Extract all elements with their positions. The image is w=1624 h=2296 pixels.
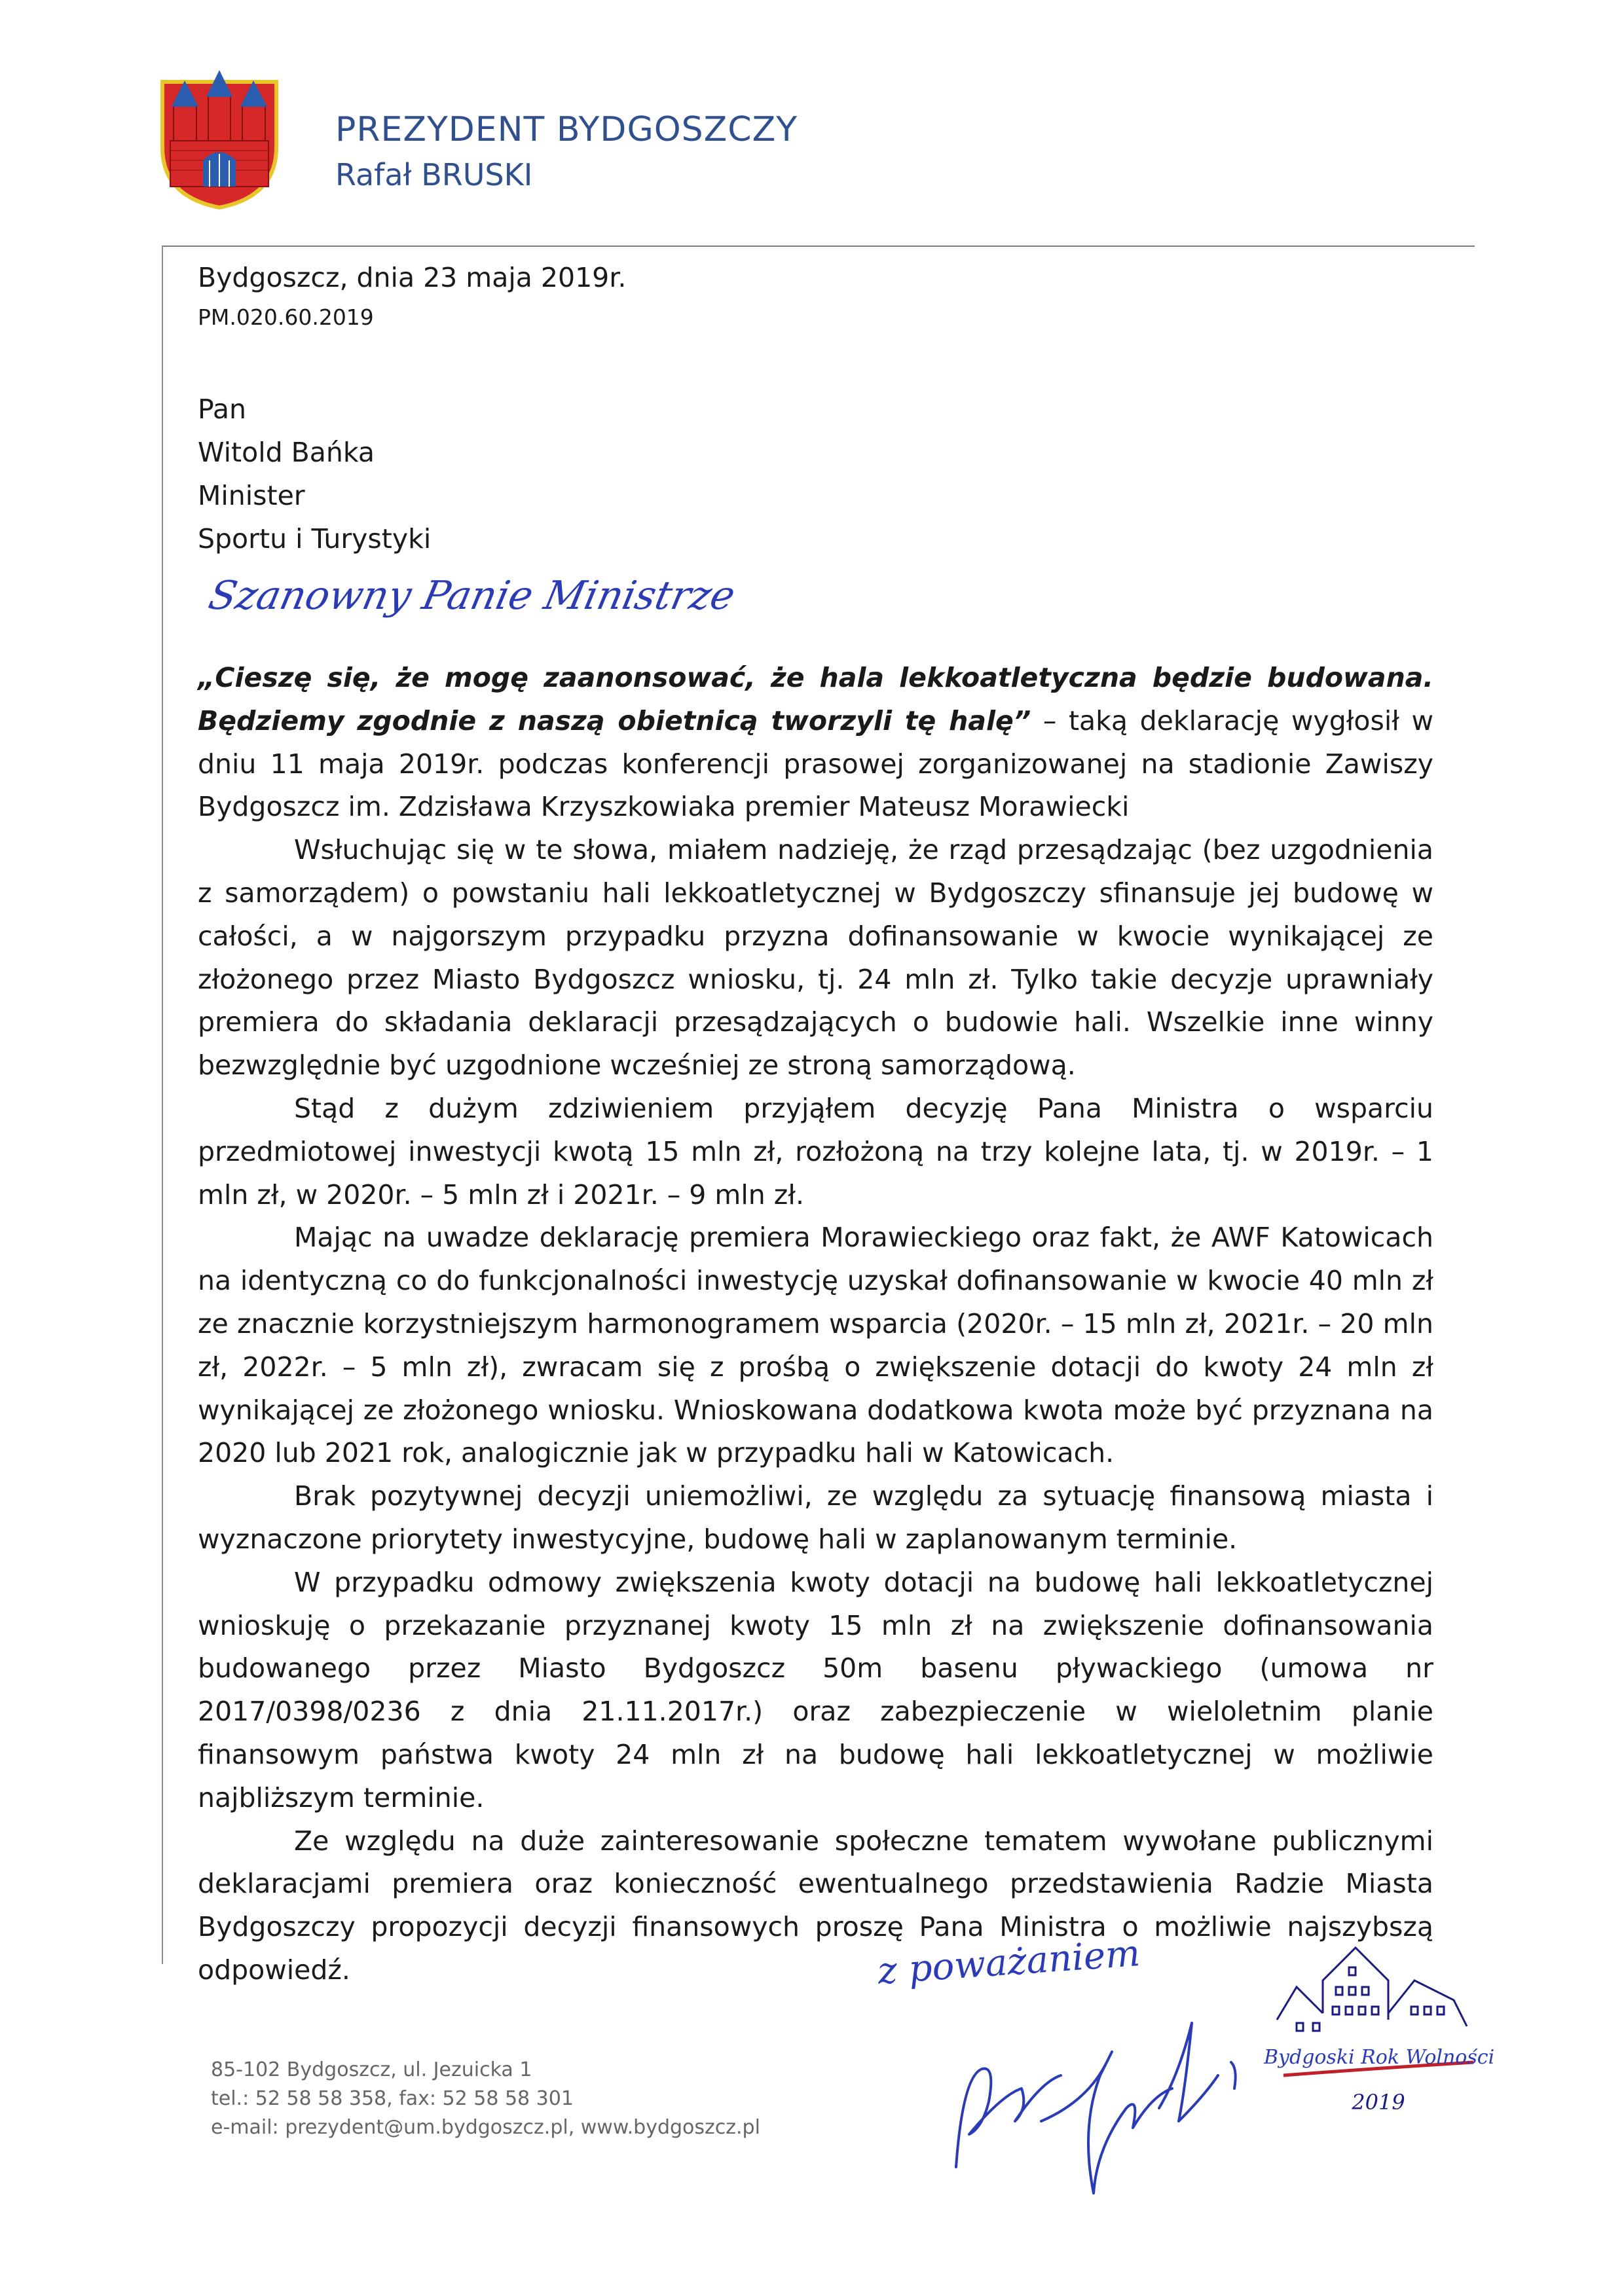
addressee-line: Minister bbox=[198, 480, 305, 511]
logo-caption: Bydgoski Rok Wolności bbox=[1264, 2046, 1495, 2069]
handwritten-greeting: Szanowny Panie Ministrze bbox=[204, 573, 739, 619]
footer-address: 85-102 Bydgoszcz, ul. Jezuicka 1 bbox=[211, 2058, 532, 2081]
footer-phone: tel.: 52 58 58 358, fax: 52 58 58 301 bbox=[211, 2087, 574, 2110]
signature bbox=[943, 1997, 1283, 2206]
margin-line bbox=[162, 246, 163, 1964]
logo-year: 2019 bbox=[1352, 2090, 1405, 2115]
addressee-line: Pan bbox=[198, 393, 246, 425]
header-divider bbox=[162, 246, 1475, 247]
body-paragraph: Stąd z dużym zdziwieniem przyjąłem decyzję Pana Ministra o wsparciu przedmiotowej inwestycji kwotą 15 mln zł, rozłożoną na trzy kolejne lata, tj. w 2019r. – 1 mln zł, w 2020r. – 5 mln zł i 2021r. – 9 mln zł. bbox=[198, 1092, 1433, 1211]
body-paragraph: Ze względu na duże zainteresowanie społeczne tematem wywołane publicznymi deklaracjami premiera oraz konieczność ewentualnego przedstawienia Radzie Miasta Bydgoszczy propozycji decyzji finansowych proszę Pana Ministra o możliwie najszybszą odpowiedź. bbox=[198, 1825, 1433, 1986]
header-name: Rafał BRUSKI bbox=[335, 157, 533, 192]
body-paragraph: W przypadku odmowy zwiększenia kwoty dotacji na budowę hali lekkoatletycznej wnioskuję o przekazanie przyznanej kwoty 15 mln zł na zwiększenie dofinansowania budowanego przez Miasto Bydgoszcz 50m basenu pływackiego (umowa nr 2017/0398/0236 z dnia 21.11.2017r.) oraz zabezpieczenie w wieloletnim planie finansowym państwa kwoty 24 mln zł na budowę hali lekkoatletycznej w możliwie najbliższym terminie. bbox=[198, 1566, 1433, 1813]
header-title: PREZYDENT BYDGOSZCZY bbox=[335, 110, 798, 149]
addressee-line: Sportu i Turystyki bbox=[198, 523, 432, 555]
body-paragraph: Mając na uwadze deklarację premiera Morawieckiego oraz fakt, że AWF Katowicach na identyczną co do funkcjonalności inwestycję uzyskał dofinansowanie w kwocie 40 mln zł ze znacznie korzystniejszym harmonogramem wsparcia (2020r. – 15 mln zł, 2021r. – 20 mln zł, 2022r. – 5 mln zł), zwracam się z prośbą o zwiększenie dotacji do kwoty 24 mln zł wynikającej ze złożonego wniosku. Wnioskowana dodatkowa kwota może być przyznana na 2020 lub 2021 rok, analogicznie jak w przypadku hali w Katowicach. bbox=[198, 1222, 1433, 1469]
letter-reference: PM.020.60.2019 bbox=[198, 304, 374, 330]
addressee-block bbox=[198, 388, 431, 560]
letter-body bbox=[198, 657, 1433, 1992]
quote-text: „Cieszę się, że mogę zaanonsować, że hala lekkoatletyczna będzie budowana. Będziemy zgodnie z naszą obietnicą tworzyli tę halę” bbox=[198, 662, 1433, 737]
footer-contact: e-mail: prezydent@um.bydgoszcz.pl, www.bydgoszcz.pl bbox=[211, 2116, 760, 2139]
handwritten-closing: z poważaniem bbox=[876, 1932, 1142, 1993]
quote-followup: – taką deklarację wygłosił w dniu 11 maja 2019r. podczas konferencji prasowej zorganizowanej na stadionie Zawiszy Bydgoszcz im. Zdzisława Krzyszkowiaka premier Mateusz Morawiecki bbox=[198, 704, 1434, 823]
addressee-line: Witold Bańka bbox=[198, 437, 375, 468]
letter-date: Bydgoszcz, dnia 23 maja 2019r. bbox=[198, 262, 627, 293]
coat-of-arms-logo bbox=[157, 69, 282, 210]
body-paragraph bbox=[198, 657, 1433, 829]
footer bbox=[211, 2056, 760, 2142]
body-paragraph: Brak pozytywnej decyzji uniemożliwi, ze względu za sytuację finansową miasta i wyznaczone priorytety inwestycyjne, budowę hali w zaplanowanym terminie. bbox=[198, 1480, 1433, 1555]
body-paragraph: Wsłuchując się w te słowa, miałem nadzieję, że rząd przesądzając (bez uzgodnienia z samorządem) o powstaniu hali lekkoatletycznej w Bydgoszczy sfinansuje jej budowę w całości, a w najgorszym przypadku przyzna dofinansowanie w kwocie wynikającej ze złożonego przez Miasto Bydgoszcz wniosku, tj. 24 mln zł. Tylko takie decyzje uprawniały premiera do składania deklaracji przesądzających o budowie hali. Wszelkie inne winny bezwzględnie być uzgodnione wcześniej ze stroną samorządową. bbox=[198, 834, 1433, 1082]
